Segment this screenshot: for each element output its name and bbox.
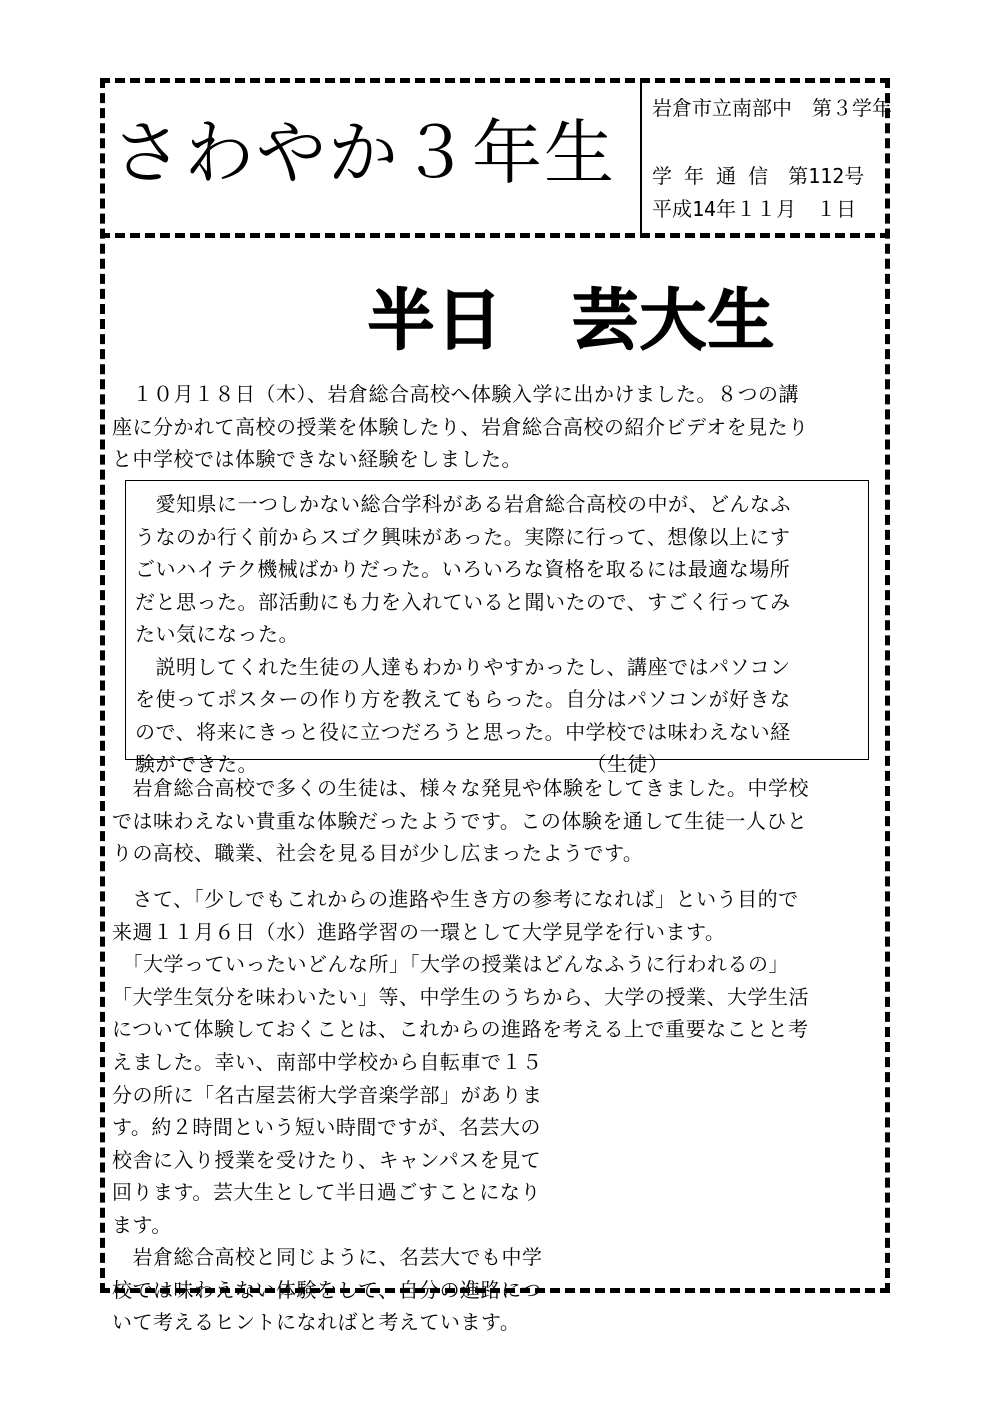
text-line: だと思った。部活動にも力を入れていると聞いたので、すごく行ってみ xyxy=(135,589,791,614)
text-line: りの高校、職業、社会を見る目が少し広まったようです。 xyxy=(112,841,644,865)
text-line: では味わえない貴重な体験だったようです。この体験を通して生徒一人ひと xyxy=(112,808,808,833)
text-line: 分の所に「名古屋芸術大学音楽学部」がありま xyxy=(112,1082,543,1107)
text-line: 験ができた。 （生徒） xyxy=(135,752,669,776)
text-line: を使ってポスターの作り方を教えてもらった。自分はパソコンが好きな xyxy=(135,687,791,711)
text-line: 説明してくれた生徒の人達もわかりやすかったし、講座ではパソコン xyxy=(135,654,791,679)
text-line: す。約２時間という短い時間ですが、名芸大の xyxy=(112,1115,541,1139)
text-line: 来週１１月６日（水）進路学習の一環として大学見学を行います。 xyxy=(112,919,726,944)
article-headline: 半日 芸大生 xyxy=(368,282,776,359)
text-line: さて、「少しでもこれからの進路や生き方の参考になれば」という目的で xyxy=(112,887,799,911)
date-line: 平成14年１１月 １日 xyxy=(652,197,857,221)
text-line: うなのか行く前からスゴク興味があった。実際に行って、想像以上にす xyxy=(135,524,791,549)
text-line: 「大学っていったいどんな所」「大学の授業はどんなふうに行われるの」 xyxy=(112,952,789,976)
text-line: たい気になった。 xyxy=(135,622,299,646)
text-line: 座に分かれて高校の授業を体験したり、岩倉総合高校の紹介ビデオを見たり xyxy=(112,414,809,439)
text-line: ので、将来にきっと役に立つだろうと思った。中学校では味わえない経 xyxy=(135,719,791,744)
text-line: ごいハイテク機械ばかりだった。いろいろな資格を取るには最適な場所 xyxy=(135,557,791,581)
header-vertical-divider xyxy=(640,83,642,233)
newsletter-title: さわやか３年生 xyxy=(112,112,616,194)
header-divider xyxy=(100,233,890,238)
intro-paragraph xyxy=(112,378,809,476)
text-line: について体験しておくことは、これからの進路を考える上で重要なことと考 xyxy=(112,1017,809,1041)
text-line: 回ります。芸大生として半日過ごすことになり xyxy=(112,1180,541,1204)
text-line: えました。幸い、南部中学校から自転車で１５ xyxy=(112,1050,543,1074)
text-line: 岩倉総合高校と同じように、名芸大でも中学 xyxy=(112,1245,543,1269)
student-quote xyxy=(135,488,791,781)
text-line: いて考えるヒントになればと考えています。 xyxy=(112,1310,521,1334)
text-line: １０月１８日（木）、岩倉総合高校へ体験入学に出かけました。８つの講 xyxy=(112,382,799,406)
text-line: と中学校では体験できない経験をしました。 xyxy=(112,447,522,471)
text-line: 校では味わえない体験をして、自分の進路につ xyxy=(112,1277,542,1302)
summary-paragraph xyxy=(112,772,809,870)
school-line: 岩倉市立南部中 第３学年 xyxy=(652,96,892,120)
text-line: 校舎に入り授業を受けたり、キャンパスを見て xyxy=(112,1147,542,1172)
text-line: 愛知県に一つしかない総合学科がある岩倉総合高校の中が、どんなふ xyxy=(135,492,791,516)
plan-paragraph xyxy=(112,883,809,1046)
text-line: ます。 xyxy=(112,1212,172,1237)
text-line: 岩倉総合高校で多くの生徒は、様々な発見や体験をしてきました。中学校 xyxy=(112,776,809,800)
issue-line: 学 年 通 信 第112号 xyxy=(652,164,865,188)
closing-paragraph xyxy=(112,1046,543,1339)
text-line: 「大学生気分を味わいたい」等、中学生のうちから、大学の授業、大学生活 xyxy=(112,984,809,1009)
